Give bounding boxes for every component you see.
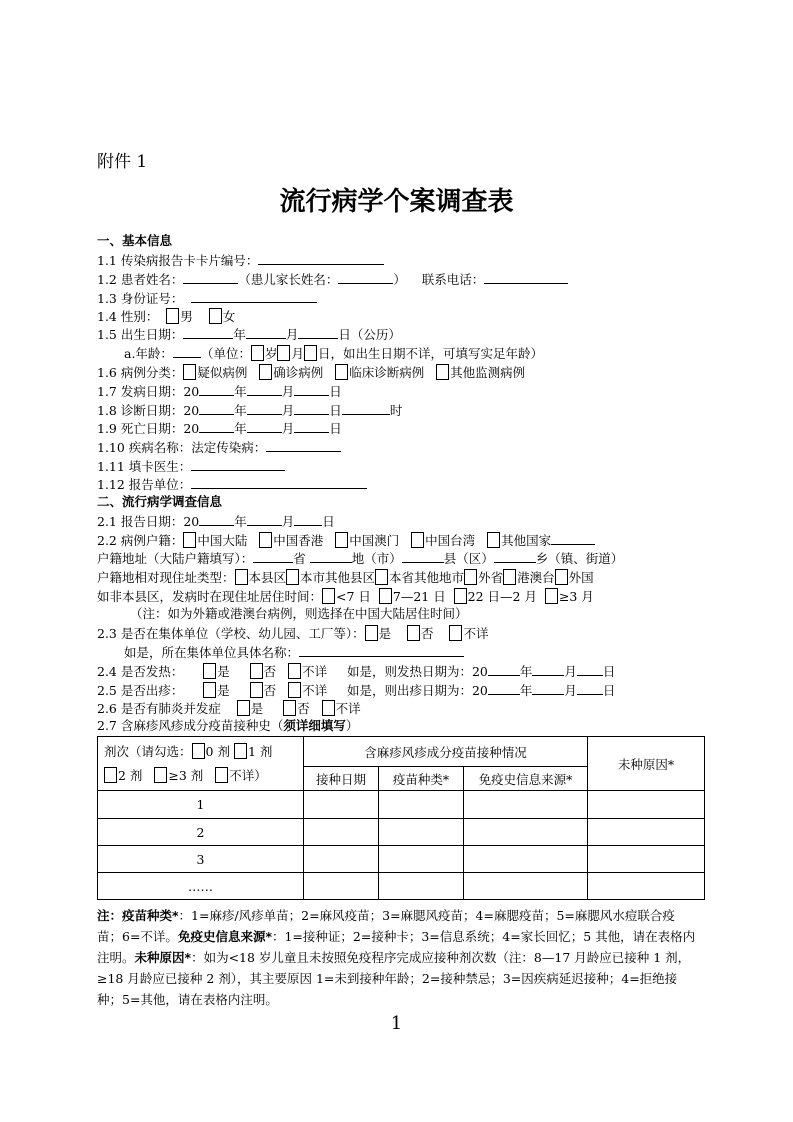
label: 其他监测病例 <box>450 365 526 380</box>
yes-checkbox[interactable] <box>203 663 216 679</box>
label: 日 <box>602 664 616 679</box>
checkbox[interactable] <box>322 588 335 604</box>
note-text: ：如为<18 岁儿童且未按照免疫程序完成应接种剂次数（注：8—17 月龄应已接种 1 剂，≥18 月龄应已接种 2 剂），其主要原因 1=未到接种年龄；2=接种禁忌；3=因疾病延迟接种；4=拒绝接种；5=其他，请在表格内注明。 <box>97 950 691 1007</box>
label: （单位： <box>200 346 251 361</box>
no-checkbox[interactable] <box>250 682 263 698</box>
other-checkbox[interactable] <box>436 364 449 380</box>
table-cell[interactable] <box>588 791 705 819</box>
group-header: 含麻疹风疹成分疫苗接种情况 <box>304 737 588 767</box>
table-cell[interactable] <box>304 873 379 900</box>
label: 男 <box>180 309 193 324</box>
checkbox[interactable] <box>454 588 467 604</box>
checkbox[interactable] <box>286 569 299 585</box>
label: 2 剂 <box>118 767 143 783</box>
table-row <box>98 873 705 900</box>
field-address <box>97 550 623 567</box>
field-relative-address <box>97 569 594 586</box>
label: 1.2 患者姓名： <box>97 272 184 287</box>
label: 其他国家 <box>501 533 552 548</box>
field-vaccine-history <box>97 718 358 734</box>
label: 2.5 是否出疹： <box>97 683 184 698</box>
blank[interactable] <box>199 383 234 396</box>
table-cell[interactable] <box>588 846 705 873</box>
label: 本省其他地市 <box>389 570 465 585</box>
label: 1.11 填卡医生： <box>97 459 192 474</box>
label: 注：疫苗种类* <box>97 908 179 923</box>
blank[interactable] <box>253 550 293 563</box>
no-checkbox[interactable] <box>250 663 263 679</box>
note-text: ：1=接种证；2=接种卡；3=信息系统；4=家长回忆；5 其他，请在表格内注明。 <box>97 929 696 965</box>
label: 7—21 日 <box>392 589 446 604</box>
field-collective-unit <box>97 625 488 642</box>
dose-unknown-checkbox[interactable] <box>215 767 228 783</box>
label: 是 <box>378 626 392 641</box>
label: 临床诊断病例 <box>349 365 425 380</box>
label: 年 <box>519 683 533 698</box>
label: 如是，所在集体单位具体名称： <box>124 645 300 660</box>
card-number-blank[interactable] <box>258 252 384 265</box>
label: 日 <box>322 514 335 529</box>
female-checkbox[interactable] <box>209 308 222 324</box>
label: 1.9 死亡日期：20 <box>97 421 200 436</box>
blank[interactable] <box>183 326 233 339</box>
label: 联系电话： <box>421 272 485 287</box>
unit-month-checkbox[interactable] <box>277 345 290 361</box>
blank[interactable] <box>294 513 322 526</box>
field-id-number <box>97 290 317 307</box>
blank[interactable] <box>294 420 329 433</box>
no-checkbox[interactable] <box>283 700 296 716</box>
blank[interactable] <box>266 439 341 452</box>
label: 年 <box>519 664 533 679</box>
note-text: ：1=麻疹/风疹单苗；2=麻风疫苗；3=麻腮风疫苗；4=麻腮疫苗；5=麻腮风水痘联合疫苗；6=不详。 <box>97 908 675 944</box>
field-onset-date <box>97 383 342 400</box>
age-blank[interactable] <box>173 345 201 358</box>
label: 省 <box>293 551 306 566</box>
label: 乡（镇、街道） <box>535 551 624 566</box>
label: 2.7 含麻疹风疹成分疫苗接种史（ <box>97 718 284 733</box>
label: <7 日 <box>336 589 371 604</box>
table-cell[interactable] <box>379 873 464 900</box>
checkbox[interactable] <box>379 588 392 604</box>
table-cell[interactable] <box>464 846 588 873</box>
field-card-number <box>97 252 384 269</box>
label: 2.3 是否在集体单位（学校、幼儿园、工厂等）： <box>97 626 365 641</box>
label: 不详） <box>229 767 267 783</box>
label: 不详 <box>302 664 328 679</box>
field-rash <box>97 682 615 699</box>
label: 月 <box>281 421 295 436</box>
label: 中国澳门 <box>349 533 400 548</box>
label: 外国 <box>568 570 594 585</box>
label: 免疫史信息来源* <box>177 929 272 944</box>
checkbox[interactable] <box>183 532 196 548</box>
label: 地（市） <box>351 551 402 566</box>
checkbox[interactable] <box>503 569 516 585</box>
no-checkbox[interactable] <box>407 625 420 641</box>
label: 外省 <box>478 570 504 585</box>
label: 如是，则出疹日期为：20 <box>346 683 488 698</box>
blank[interactable] <box>199 402 234 415</box>
blank[interactable] <box>494 550 536 563</box>
label: a.年龄： <box>124 346 173 361</box>
page-title: 流行病学个案调查表 <box>279 187 514 217</box>
field-death-date <box>97 420 342 437</box>
blank[interactable] <box>247 420 282 433</box>
field-case-class <box>97 364 525 381</box>
label: 日（公历） <box>338 327 401 342</box>
field-residence-time <box>97 588 594 605</box>
label: 月 <box>281 384 295 399</box>
label: 户籍地相对现住址类型： <box>97 570 235 585</box>
label: 1.8 诊断日期：20 <box>97 403 200 418</box>
dose-1-checkbox[interactable] <box>234 743 247 759</box>
label: （患儿家长姓名： <box>238 272 339 287</box>
blank[interactable] <box>199 513 234 526</box>
label: 不详 <box>463 626 489 641</box>
checkbox[interactable] <box>464 569 477 585</box>
label: 月 <box>281 514 295 529</box>
label: ≥3 月 <box>558 589 594 604</box>
blank[interactable] <box>310 550 352 563</box>
dose-number: 2 <box>98 819 304 846</box>
table-cell[interactable] <box>379 819 464 846</box>
label: 否 <box>263 664 277 679</box>
label: 1.1 传染病报告卡卡片编号： <box>97 253 259 268</box>
label: 疑似病例 <box>197 365 248 380</box>
label: 1.6 病例分类： <box>97 365 184 380</box>
table-cell[interactable] <box>464 791 588 819</box>
blank[interactable] <box>247 383 282 396</box>
label: 是 <box>217 683 230 698</box>
label: 月 <box>564 664 577 679</box>
table-row <box>98 791 705 819</box>
unknown-checkbox[interactable] <box>449 625 462 641</box>
label: 是 <box>217 664 230 679</box>
label: 户籍地址（大陆户籍填写）： <box>97 551 254 566</box>
field-diagnosis-date <box>97 402 402 419</box>
label: 时 <box>389 403 403 418</box>
label: 2.4 是否发热： <box>97 664 184 679</box>
label: 1.12 报告单位： <box>97 477 192 492</box>
suspected-checkbox[interactable] <box>183 364 196 380</box>
unknown-checkbox[interactable] <box>288 682 301 698</box>
notes <box>97 905 697 1010</box>
label: 确诊病例 <box>273 365 324 380</box>
field-report-date <box>97 513 335 530</box>
label: 月 <box>285 327 299 342</box>
label: 日，如出生日期不详，可填写实足年龄） <box>317 346 543 361</box>
unit-day-checkbox[interactable] <box>304 345 317 361</box>
label: 1.10 疾病名称：法定传染病： <box>97 440 267 455</box>
table-cell[interactable] <box>379 791 464 819</box>
blank[interactable] <box>577 663 603 676</box>
label: 未种原因* <box>134 950 192 965</box>
table-row <box>98 846 705 873</box>
field-disease-name <box>97 439 341 456</box>
label: 2.1 报告日期：20 <box>97 514 200 529</box>
header-reason: 未种原因* <box>588 737 705 791</box>
label: 月 <box>564 683 577 698</box>
dose-selector <box>98 737 304 791</box>
blank[interactable] <box>246 326 286 339</box>
checkbox[interactable] <box>375 569 388 585</box>
label: 不详 <box>335 701 361 716</box>
label: 否 <box>297 701 310 716</box>
blank[interactable] <box>488 682 520 695</box>
label: 日 <box>329 421 342 436</box>
field-doctor <box>97 458 285 475</box>
label: 月 <box>281 403 295 418</box>
clinical-checkbox[interactable] <box>335 364 348 380</box>
table-cell[interactable] <box>464 819 588 846</box>
label: 本县区 <box>248 570 287 585</box>
blank[interactable] <box>199 420 234 433</box>
dose-3-checkbox[interactable] <box>154 767 167 783</box>
unknown-checkbox[interactable] <box>288 663 301 679</box>
label: 1.7 发病日期：20 <box>97 384 200 399</box>
blank[interactable] <box>247 402 282 415</box>
table-cell[interactable] <box>588 819 705 846</box>
field-age <box>124 345 543 362</box>
dose-number: …… <box>98 873 304 900</box>
field-unit-name <box>124 644 464 661</box>
field-gender <box>97 308 235 325</box>
label: 剂次（请勾选： <box>104 743 192 759</box>
table-cell[interactable] <box>304 791 379 819</box>
label: 年 <box>234 403 247 418</box>
label: 须详细填写 <box>283 718 346 733</box>
blank[interactable] <box>247 513 282 526</box>
label: 女 <box>222 309 236 324</box>
blank[interactable] <box>551 532 595 545</box>
label: ≥3 剂 <box>168 767 204 783</box>
label: 0 剂 <box>205 743 230 759</box>
field-birth-date <box>97 326 401 343</box>
parent-name-blank[interactable] <box>338 271 393 284</box>
field-residence <box>97 532 595 549</box>
field-report-unit <box>97 476 367 493</box>
blank[interactable] <box>532 663 564 676</box>
label: 年 <box>234 421 247 436</box>
label: 22 日—2 月 <box>467 589 537 604</box>
label: 日 <box>329 403 342 418</box>
label: 年 <box>233 327 246 342</box>
label: 中国大陆 <box>197 533 248 548</box>
residence-note: （注：如为外籍或港澳台病例，则选择在中国大陆居住时间） <box>130 606 468 621</box>
attachment-label: 附件 1 <box>97 152 148 172</box>
table-cell[interactable] <box>588 873 705 900</box>
checkbox[interactable] <box>555 569 568 585</box>
blank[interactable] <box>402 550 444 563</box>
table-cell[interactable] <box>304 846 379 873</box>
label: 1.5 出生日期： <box>97 327 184 342</box>
dose-number: 3 <box>98 846 304 873</box>
label: ） <box>393 272 406 287</box>
header-date: 接种日期 <box>304 767 379 791</box>
label: 如非本县区，发病时在现住址居住时间： <box>97 589 323 604</box>
blank[interactable] <box>532 682 564 695</box>
label: 1 剂 <box>247 743 273 759</box>
label: 年 <box>234 384 247 399</box>
label: 不详 <box>302 683 328 698</box>
dose-0-checkbox[interactable] <box>192 743 205 759</box>
blank[interactable] <box>577 682 603 695</box>
yes-checkbox[interactable] <box>203 682 216 698</box>
blank[interactable] <box>299 644 464 657</box>
label: 日 <box>329 384 342 399</box>
dose-2-checkbox[interactable] <box>104 767 117 783</box>
label: 日 <box>602 683 616 698</box>
label: 中国台湾 <box>425 533 476 548</box>
label: 1.3 身份证号： <box>97 291 184 306</box>
table-row <box>98 819 705 846</box>
field-fever <box>97 663 615 680</box>
header-source: 免疫史信息来源* <box>464 767 588 791</box>
label: 2.6 是否有肺炎并发症 <box>97 701 221 716</box>
yes-checkbox[interactable] <box>365 625 378 641</box>
blank[interactable] <box>294 383 329 396</box>
blank[interactable] <box>191 458 285 471</box>
blank[interactable] <box>298 326 338 339</box>
label: ） <box>345 718 359 733</box>
dose-number: 1 <box>98 791 304 819</box>
checkbox[interactable] <box>545 588 558 604</box>
unknown-checkbox[interactable] <box>322 700 335 716</box>
unit-year-checkbox[interactable] <box>251 345 264 361</box>
label: 岁 <box>264 346 278 361</box>
field-patient-name <box>97 271 568 288</box>
label: 县（区） <box>443 551 494 566</box>
label: 月 <box>291 346 304 361</box>
label: 是 <box>250 701 264 716</box>
label: 中国香港 <box>273 533 324 548</box>
label: 否 <box>263 683 277 698</box>
label: 港澳台 <box>517 570 555 585</box>
table-cell[interactable] <box>464 873 588 900</box>
yes-checkbox[interactable] <box>237 700 250 716</box>
checkbox[interactable] <box>411 532 424 548</box>
label: 本市其他县区 <box>300 570 376 585</box>
header-type: 疫苗种类* <box>379 767 464 791</box>
section-2-heading: 二、流行病学调查信息 <box>97 494 223 509</box>
checkbox[interactable] <box>335 532 348 548</box>
checkbox[interactable] <box>487 532 500 548</box>
section-1-heading: 一、基本信息 <box>97 233 173 248</box>
label: 年 <box>234 514 247 529</box>
id-number-blank[interactable] <box>191 290 317 303</box>
label: 否 <box>421 626 434 641</box>
label: 1.4 性别： <box>97 309 159 324</box>
patient-name-blank[interactable] <box>183 271 238 284</box>
checkbox[interactable] <box>235 569 248 585</box>
blank[interactable] <box>294 402 329 415</box>
field-pneumonia <box>97 700 361 717</box>
blank[interactable] <box>488 663 520 676</box>
blank[interactable] <box>191 476 367 489</box>
label: 2.2 病例户籍： <box>97 533 184 548</box>
page-number: 1 <box>390 1013 403 1034</box>
blank[interactable] <box>342 402 390 415</box>
checkbox[interactable] <box>259 532 272 548</box>
phone-blank[interactable] <box>484 271 568 284</box>
male-checkbox[interactable] <box>166 308 179 324</box>
confirmed-checkbox[interactable] <box>259 364 272 380</box>
table-cell[interactable] <box>304 819 379 846</box>
table-cell[interactable] <box>379 846 464 873</box>
vaccination-table <box>97 736 705 900</box>
label: 如是，则发热日期为：20 <box>346 664 488 679</box>
